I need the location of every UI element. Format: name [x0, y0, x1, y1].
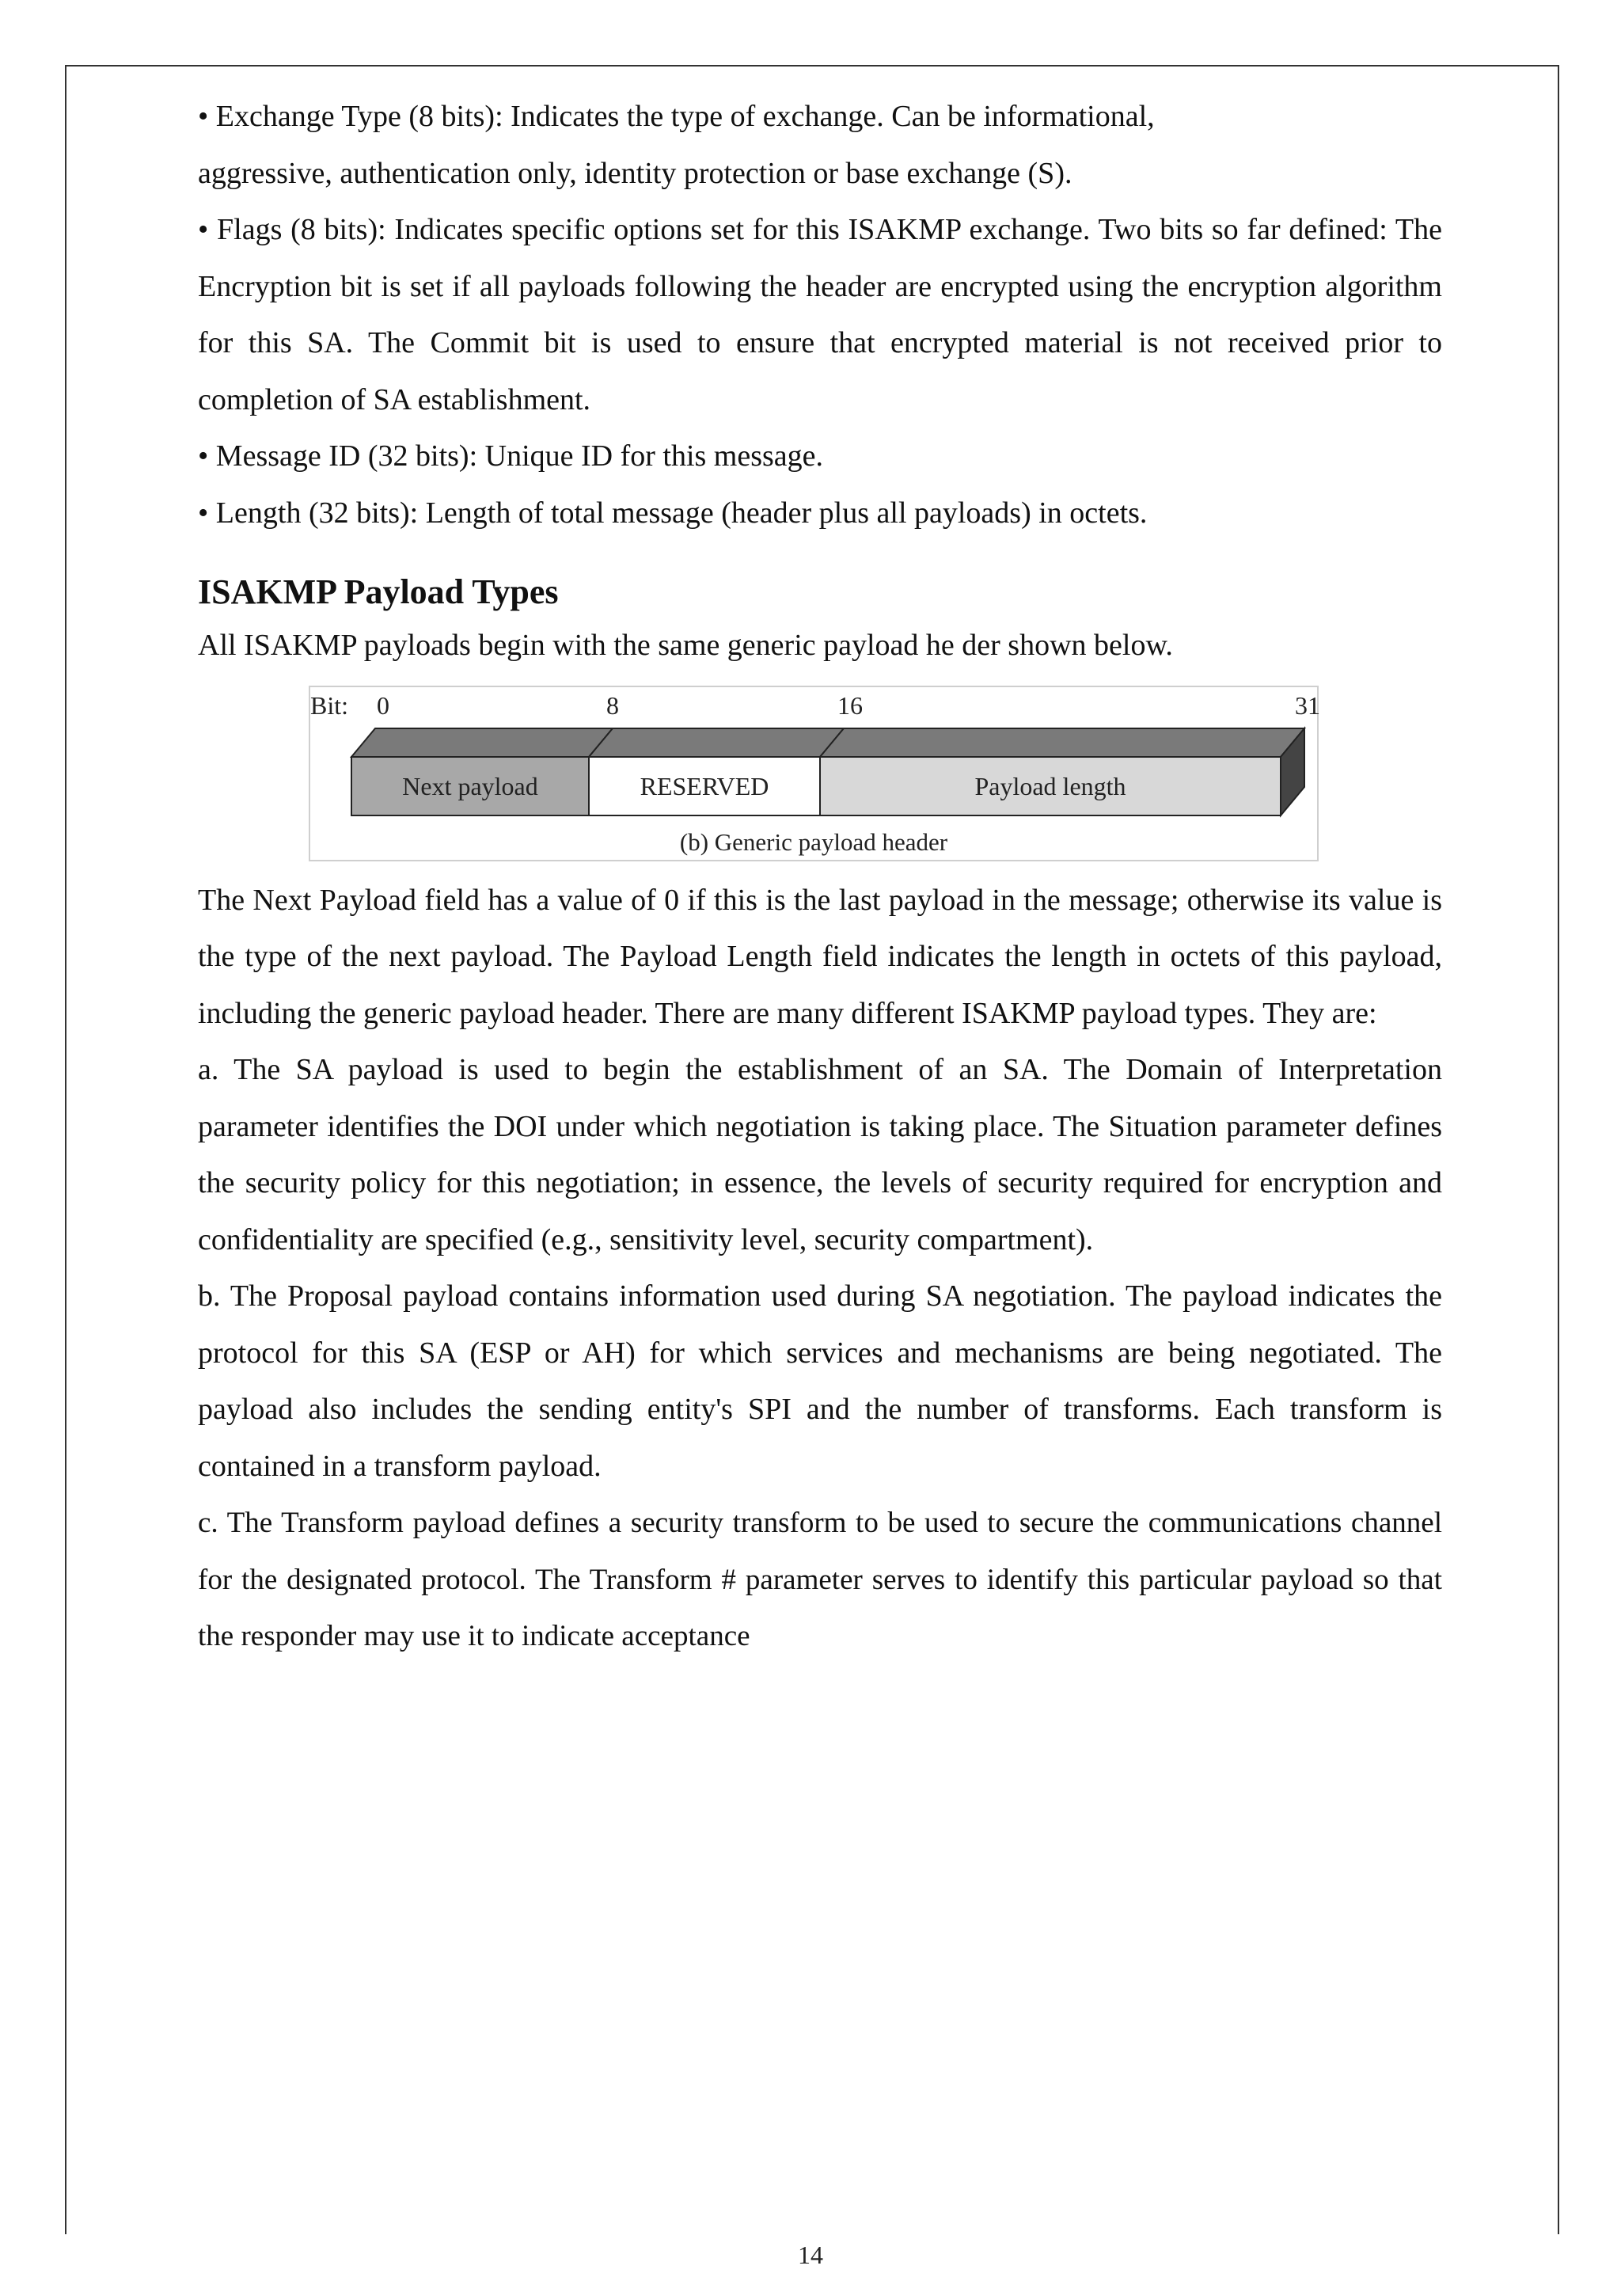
item-c-transform-payload: c. The Transform payload defines a security transform to be used to secure the communications channel for the designated protocol. The Transform # parameter serves to identify this particular payload so that the responder may use it to indicate acceptance: [198, 1507, 1442, 1652]
bit-31-label: 31: [1295, 690, 1320, 720]
item-a-sa-payload: a. The SA payload is used to begin the establishment of an SA. The Domain of Interpretation parameter identifies the DOI under which negotiation is taking place. The Situation parameter defines the security policy for this negotiation; in essence, the levels of security required for encryption and confidentiality are specified (e.g., sensitivity level, security compartment).: [198, 1053, 1442, 1256]
top-face-next-payload: [351, 728, 613, 757]
bit-label: Bit:: [310, 690, 349, 720]
exchange-type-line-2: aggressive, authentication only, identity protection or base exchange (S).: [198, 156, 1072, 190]
bit-16-label: 16: [837, 690, 863, 720]
payload-header-diagram: [310, 687, 1320, 860]
generic-payload-header-figure: [309, 686, 1319, 861]
next-payload-description: The Next Payload field has a value of 0 if this is the last payload in the message; otherwise its value is the type of the next payload. The Payload Length field indicates the length in octets of this payload, including the generic payload header. There are many different ISAKMP payload types. They are:: [198, 883, 1442, 1030]
message-id-paragraph: • Message ID (32 bits): Unique ID for this message.: [198, 439, 824, 473]
bit-0-label: 0: [377, 690, 389, 720]
page-number: 14: [798, 2241, 823, 2269]
item-b-proposal-payload: b. The Proposal payload contains information used during SA negotiation. The payload indicates the protocol for this SA (ESP or AH) for which services and mechanisms are being negotiated. The payload also includes the sending entity's SPI and the number of transforms. Each transform is contained in a transform payload.: [198, 1279, 1442, 1483]
top-face-reserved: [589, 728, 844, 757]
top-face-payload-length: [820, 728, 1304, 757]
section-intro: All ISAKMP payloads begin with the same generic payload he der shown below.: [198, 629, 1173, 662]
field-reserved-label: RESERVED: [640, 771, 769, 800]
field-payload-length-label: Payload length: [974, 771, 1126, 800]
bit-8-label: 8: [606, 690, 619, 720]
exchange-type-line-1: • Exchange Type (8 bits): Indicates the type of exchange. Can be informational,: [198, 100, 1155, 133]
document-body: [198, 89, 1442, 1665]
flags-paragraph: • Flags (8 bits): Indicates specific options set for this ISAKMP exchange. Two bits so far defined: The Encryption bit is set if all payloads following the header are encrypted using the encryption algorithm for this SA. The Commit bit is used to ensure that encrypted material is not received prior to completion of SA establishment.: [198, 213, 1442, 416]
section-heading: ISAKMP Payload Types: [198, 572, 559, 611]
field-next-payload-label: Next payload: [402, 771, 538, 800]
figure-caption: (b) Generic payload header: [679, 827, 948, 856]
length-paragraph: • Length (32 bits): Length of total message (header plus all payloads) in octets.: [198, 496, 1148, 530]
